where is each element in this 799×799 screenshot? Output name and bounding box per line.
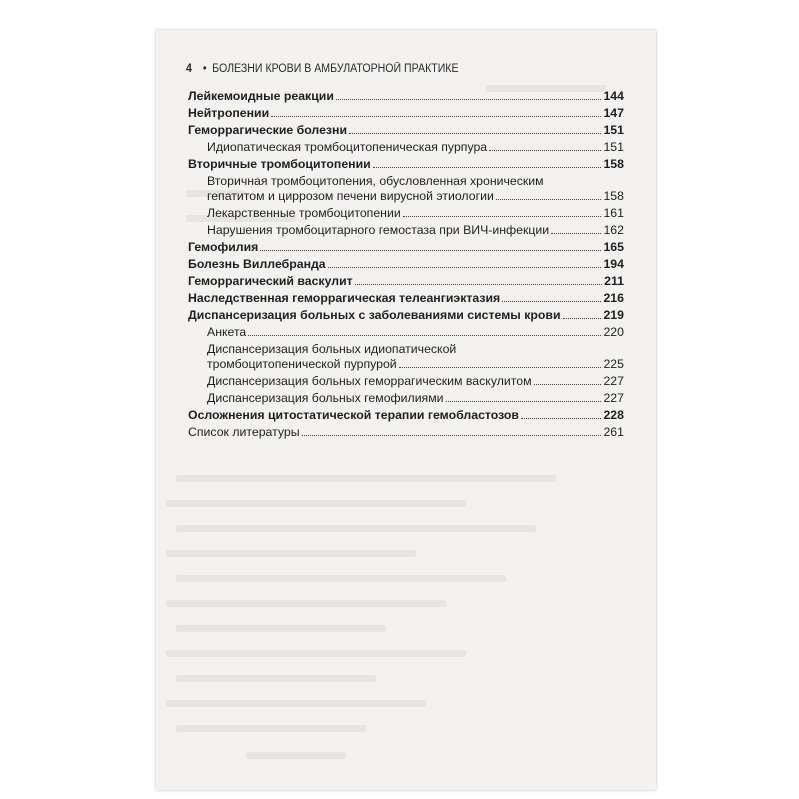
toc-entry-page: 261 (603, 425, 624, 439)
toc-entry (188, 123, 624, 137)
toc-entry-page: 219 (603, 308, 624, 322)
toc-entry-page: 161 (603, 206, 624, 220)
dot-leader (260, 250, 601, 251)
toc-entry-title: Лейкемоидные реакции (188, 89, 334, 103)
toc-entry-page: 225 (603, 357, 624, 371)
toc-entry (188, 257, 624, 271)
dot-leader (563, 318, 602, 319)
toc-entry-title: Идиопатическая тромбоцитопеническая пурпура (207, 140, 488, 154)
dot-leader (403, 216, 602, 217)
toc-entry-title: Анкета (207, 325, 247, 339)
dot-leader (502, 301, 601, 302)
toc-entry-title: Нарушения тромбоцитарного гемостаза при ВИЧ-инфекции (207, 223, 550, 237)
dot-leader (521, 418, 601, 419)
toc-entry-title: Вторичные тромбоцитопении (188, 157, 371, 171)
toc-entry-page: 158 (603, 189, 624, 203)
toc-entry-page: 165 (603, 240, 624, 254)
toc-entry-title: Лекарственные тромбоцитопении (207, 206, 401, 220)
dot-leader (355, 284, 602, 285)
toc-entry-page: 227 (603, 374, 624, 388)
toc-entry-page: 220 (603, 325, 624, 339)
toc-entry-page: 194 (603, 257, 624, 271)
dot-leader (551, 233, 601, 234)
toc-entry-title-line1: Диспансеризация больных идиопатической (207, 342, 457, 356)
toc-entry (188, 325, 624, 339)
toc-entry-page: 144 (603, 89, 624, 103)
toc-entry-page: 151 (603, 123, 624, 137)
toc-entry-title: Геморрагические болезни (188, 123, 348, 137)
dot-leader (446, 401, 602, 402)
toc-entry-title: Диспансеризация больных гемофилиями (207, 391, 444, 405)
toc-entry-page: 151 (603, 140, 624, 154)
toc-entry-title: тромбоцитопенической пурпурой (207, 357, 397, 371)
toc-entry-page: 227 (603, 391, 624, 405)
dot-leader (302, 435, 602, 436)
toc-entry-page: 228 (603, 408, 624, 422)
toc-entry (188, 240, 624, 254)
dot-leader (534, 384, 602, 385)
toc-entry-page: 216 (603, 291, 624, 305)
dot-leader (271, 116, 601, 117)
toc-entry-title: Наследственная геморрагическая телеангиэктазия (188, 291, 501, 305)
dot-leader (248, 335, 601, 336)
toc-entry-title-line1: Вторичная тромбоцитопения, обусловленная хроническим (207, 174, 544, 188)
dot-leader (496, 199, 602, 200)
toc-entry-title: Осложнения цитостатической терапии гемобластозов (188, 408, 519, 422)
dot-leader (373, 167, 602, 168)
toc-entry (188, 223, 624, 237)
page-number: 4 (186, 63, 192, 75)
toc-entry (188, 140, 624, 154)
toc-entry (188, 106, 624, 120)
toc-entry-page: 162 (603, 223, 624, 237)
dot-leader (328, 267, 602, 268)
toc-entry-multiline (188, 174, 624, 203)
toc-entry (188, 374, 624, 388)
toc-entry (188, 391, 624, 405)
toc-entry (188, 408, 624, 422)
toc-entry (188, 308, 624, 322)
toc-entry-title: Нейтропении (188, 106, 270, 120)
toc-entry-title: Гемофилия (188, 240, 259, 254)
toc-entry-title: Список литературы (188, 425, 300, 439)
toc-entry (188, 357, 624, 371)
toc-entry (188, 291, 624, 305)
running-header (186, 63, 591, 75)
dot-leader (336, 99, 602, 100)
toc-entry-page: 211 (604, 274, 624, 288)
toc-entry-title: Геморрагический васкулит (188, 274, 353, 288)
toc-entry (188, 189, 624, 203)
toc-entry-title: Диспансеризация больных геморрагическим васкулитом (207, 374, 532, 388)
bullet-icon: • (202, 63, 207, 75)
toc-entry-multiline (188, 342, 624, 371)
toc-entry-title: Болезнь Виллебранда (188, 257, 326, 271)
toc-entry (188, 157, 624, 171)
toc-entry-title: гепатитом и циррозом печени вирусной этиологии (207, 189, 494, 203)
book-page (156, 30, 656, 790)
table-of-contents (188, 86, 624, 439)
toc-entry (188, 89, 624, 103)
toc-entry (188, 425, 624, 439)
toc-entry-page: 158 (603, 157, 624, 171)
toc-entry (188, 274, 624, 288)
dot-leader (489, 150, 601, 151)
toc-entry (188, 206, 624, 220)
dot-leader (349, 133, 601, 134)
running-title: БОЛЕЗНИ КРОВИ В АМБУЛАТОРНОЙ ПРАКТИКЕ (212, 63, 459, 75)
dot-leader (399, 367, 602, 368)
toc-entry-title: Диспансеризация больных с заболеваниями системы крови (188, 308, 561, 322)
toc-entry-page: 147 (603, 106, 624, 120)
